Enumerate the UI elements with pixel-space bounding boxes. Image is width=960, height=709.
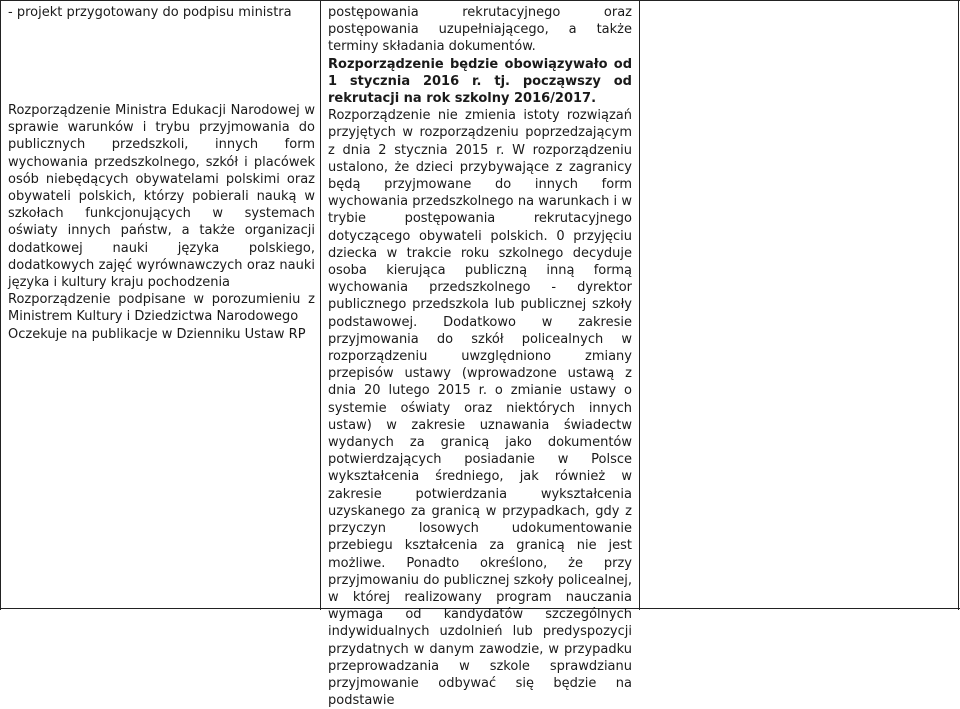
table-border-left xyxy=(0,0,1,610)
effective-date-text: Rozporządzenie będzie obowiązywało od 1 stycznia 2016 r. tj. począwszy od rekrutacji na rok szkolny 2016/2017. xyxy=(328,56,632,107)
middle-column-cell xyxy=(328,4,632,709)
column-divider-1 xyxy=(320,0,321,610)
column-divider-2 xyxy=(639,0,640,610)
left-column-body xyxy=(8,102,315,343)
regulation-title: Rozporządzenie Ministra Edukacji Narodowej w sprawie warunków i trybu przyjmowania do publicznych przedszkoli, innych form wychowania przedszkolnego, szkół i placówek osób niebędących obywatelami polskimi oraz obywateli polskich, którzy pobierali nauką w szkołach funkcjonujących w systemach oświaty innych państw, a także organizacji dodatkowej nauki języka polskiego, dodatkowych zajęć wyrównawczych oraz nauki języka i kultury kraju pochodzenia xyxy=(8,103,315,291)
table-border-top xyxy=(0,0,960,1)
draft-status-note: - projekt przygotowany do podpisu ministra xyxy=(8,5,292,20)
intro-text: postępowania rekrutacyjnego oraz postępowania uzupełniającego, a także terminy składania dokumentów. xyxy=(328,5,632,55)
table-border-right xyxy=(958,0,959,610)
signed-note: Rozporządzenie podpisane w porozumieniu z Ministrem Kultury i Dziedzictwa Narodowego xyxy=(8,292,315,325)
description-text: Rozporządzenie nie zmienia istoty rozwiązań przyjętych w rozporządzeniu poprzedzającym z dnia 2 stycznia 2015 r. W rozporządzeniu ustalono, że dzieci przybywające z zagranicy będą przyjmowane do innych form wychowania przedszkolnego na warunkach i w trybie postępowania rekrutacyjnego dotyczącego obywateli polskich. 0 przyjęciu dziecka w trakcie roku szkolnego decyduje osoba kierująca publiczną inną formą wychowania przedszkolnego - dyrektor publicznego przedszkola lub publicznej szkoły podstawowej. Dodatkowo w zakresie przyjmowania do szkół policealnych w rozporządzeniu uwzględniono zmiany przepisów ustawy (wprowadzone ustawą z dnia 20 lutego 2015 r. o zmianie ustawy o systemie oświaty oraz niektórych innych ustaw) w zakresie uznawania świadectw wydanych za granicą jako dokumentów potwierdzających posiadanie w Polsce wykształcenia średniego, jak również w zakresie potwierdzania wykształcenia uzyskanego za granicą w przypadkach, gdy z przyczyn losowych udokumentowanie przebiegu kształcenia za granicą nie jest możliwe. Ponadto określono, że przy przyjmowaniu do publicznej szkoły policealnej, w której realizowany program nauczania wymaga od kandydatów szczególnych indywidualnych uzdolnień lub predyspozycji przydatnych w danym zawodzie, w przypadku przeprowadzania w szkole sprawdzianu przyjmowanie odbywać się będzie na podstawie xyxy=(328,108,632,709)
left-column-cell xyxy=(8,4,315,21)
publication-status: Oczekuje na publikacje w Dzienniku Ustaw RP xyxy=(8,326,306,342)
